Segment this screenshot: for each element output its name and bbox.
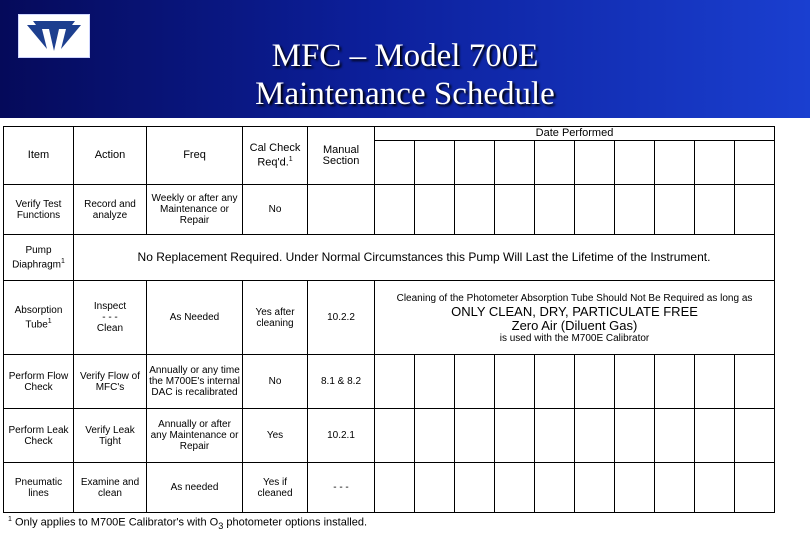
footnote-marker: 1 bbox=[8, 516, 12, 523]
cell-action: Verify Leak Tight bbox=[74, 409, 147, 463]
maintenance-table bbox=[3, 126, 775, 513]
date-cell bbox=[575, 141, 615, 185]
header-freq: Freq bbox=[147, 127, 243, 185]
cell-item-sup: 1 bbox=[47, 317, 52, 325]
date-cell bbox=[495, 409, 535, 463]
action-line3: Clean bbox=[96, 323, 124, 334]
footnote-text-after: photometer options installed. bbox=[223, 516, 368, 529]
cell-cal: Yes after cleaning bbox=[243, 281, 308, 355]
date-cell bbox=[455, 355, 495, 409]
date-cell bbox=[415, 185, 455, 235]
cell-manual bbox=[308, 185, 375, 235]
table-row bbox=[4, 281, 775, 355]
cleaning-note-line3: Zero Air (Diluent Gas) bbox=[511, 317, 638, 333]
date-cell bbox=[455, 409, 495, 463]
header-cal-check-label: Cal Check Req'd. bbox=[249, 141, 301, 169]
date-cell bbox=[735, 185, 775, 235]
cleaning-note-line4: is used with the M700E Calibrator bbox=[499, 332, 650, 344]
date-cell bbox=[455, 185, 495, 235]
table-row bbox=[4, 409, 775, 463]
cell-action bbox=[74, 281, 147, 355]
date-cell bbox=[495, 355, 535, 409]
date-cell bbox=[575, 185, 615, 235]
cell-freq: As needed bbox=[147, 463, 243, 513]
date-cell bbox=[655, 463, 695, 513]
header-action: Action bbox=[74, 127, 147, 185]
slide-title-line1: MFC – Model 700E bbox=[271, 38, 539, 74]
date-cell bbox=[575, 409, 615, 463]
header-item: Item bbox=[4, 127, 74, 185]
date-cell bbox=[455, 141, 495, 185]
cleaning-note-line1: Cleaning of the Photometer Absorption Tube Should Not Be Required as long as bbox=[396, 292, 753, 304]
date-cell bbox=[615, 409, 655, 463]
header-cal-check-sup: 1 bbox=[288, 155, 293, 163]
date-cell bbox=[615, 463, 655, 513]
cell-freq: Weekly or after any Maintenance or Repair bbox=[147, 185, 243, 235]
date-cell bbox=[735, 409, 775, 463]
header-date-performed: Date Performed bbox=[375, 127, 775, 141]
date-cell bbox=[735, 355, 775, 409]
date-cell bbox=[495, 463, 535, 513]
date-cell bbox=[455, 463, 495, 513]
footnote bbox=[8, 516, 367, 531]
cleaning-note-line2: ONLY CLEAN, DRY, PARTICULATE FREE bbox=[451, 303, 698, 319]
cell-freq: As Needed bbox=[147, 281, 243, 355]
action-line2: - - - bbox=[102, 312, 118, 323]
cell-action: Record and analyze bbox=[74, 185, 147, 235]
date-cell bbox=[735, 463, 775, 513]
date-cell bbox=[415, 409, 455, 463]
cell-manual: 8.1 & 8.2 bbox=[308, 355, 375, 409]
cell-cal: Yes if cleaned bbox=[243, 463, 308, 513]
date-cell bbox=[695, 355, 735, 409]
cell-action: Verify Flow of MFC's bbox=[74, 355, 147, 409]
date-cell bbox=[375, 355, 415, 409]
header-cal-check bbox=[243, 127, 308, 185]
cell-cal: No bbox=[243, 355, 308, 409]
date-cell bbox=[575, 355, 615, 409]
date-cell bbox=[415, 463, 455, 513]
cell-freq: Annually or any time the M700E's internal DAC is recalibrated bbox=[147, 355, 243, 409]
date-cell bbox=[655, 141, 695, 185]
date-cell bbox=[495, 141, 535, 185]
cell-action: Examine and clean bbox=[74, 463, 147, 513]
date-cell bbox=[695, 185, 735, 235]
date-cell bbox=[575, 463, 615, 513]
no-replacement-note: No Replacement Required. Under Normal Circumstances this Pump Will Last the Lifetime of the Instrument. bbox=[74, 235, 775, 281]
cell-manual: 10.2.2 bbox=[308, 281, 375, 355]
date-cell bbox=[495, 185, 535, 235]
table-row bbox=[4, 185, 775, 235]
date-cell bbox=[375, 409, 415, 463]
cell-item-sup: 1 bbox=[61, 257, 65, 265]
date-cell bbox=[615, 185, 655, 235]
slide-title-line2: Maintenance Schedule bbox=[255, 76, 555, 112]
date-cell bbox=[695, 463, 735, 513]
cell-manual: 10.2.1 bbox=[308, 409, 375, 463]
date-cell bbox=[535, 409, 575, 463]
table-row bbox=[4, 235, 775, 281]
date-cell bbox=[375, 185, 415, 235]
footnote-subscript: 3 bbox=[218, 520, 224, 531]
cell-freq: Annually or after any Maintenance or Repair bbox=[147, 409, 243, 463]
schedule-sheet bbox=[0, 118, 810, 540]
date-cell bbox=[615, 141, 655, 185]
date-cell bbox=[375, 463, 415, 513]
cell-item bbox=[4, 281, 74, 355]
date-cell bbox=[655, 355, 695, 409]
date-cell bbox=[735, 141, 775, 185]
cell-cal: Yes bbox=[243, 409, 308, 463]
date-cell bbox=[615, 355, 655, 409]
date-cell bbox=[375, 141, 415, 185]
date-cell bbox=[655, 185, 695, 235]
cell-item-label: Pump Diaphragm bbox=[12, 244, 61, 271]
cell-item: Pneumatic lines bbox=[4, 463, 74, 513]
date-cell bbox=[535, 355, 575, 409]
date-cell bbox=[535, 185, 575, 235]
cell-manual: - - - bbox=[308, 463, 375, 513]
slide-header bbox=[0, 0, 810, 118]
cell-cal: No bbox=[243, 185, 308, 235]
date-cell bbox=[655, 409, 695, 463]
date-cell bbox=[695, 141, 735, 185]
table-row bbox=[4, 355, 775, 409]
cleaning-note bbox=[375, 281, 775, 355]
table-row bbox=[4, 463, 775, 513]
cell-item-label: Absorption Tube bbox=[14, 304, 63, 331]
cell-item: Verify Test Functions bbox=[4, 185, 74, 235]
date-cell bbox=[535, 463, 575, 513]
date-cell bbox=[415, 355, 455, 409]
footnote-text-before: Only applies to M700E Calibrator's with O bbox=[14, 516, 219, 529]
cell-item: Perform Leak Check bbox=[4, 409, 74, 463]
cell-item bbox=[4, 235, 74, 281]
header-manual-section: Manual Section bbox=[308, 127, 375, 185]
date-cell bbox=[695, 409, 735, 463]
cell-item: Perform Flow Check bbox=[4, 355, 74, 409]
date-cell bbox=[415, 141, 455, 185]
action-line1: Inspect bbox=[93, 301, 127, 312]
date-cell bbox=[535, 141, 575, 185]
